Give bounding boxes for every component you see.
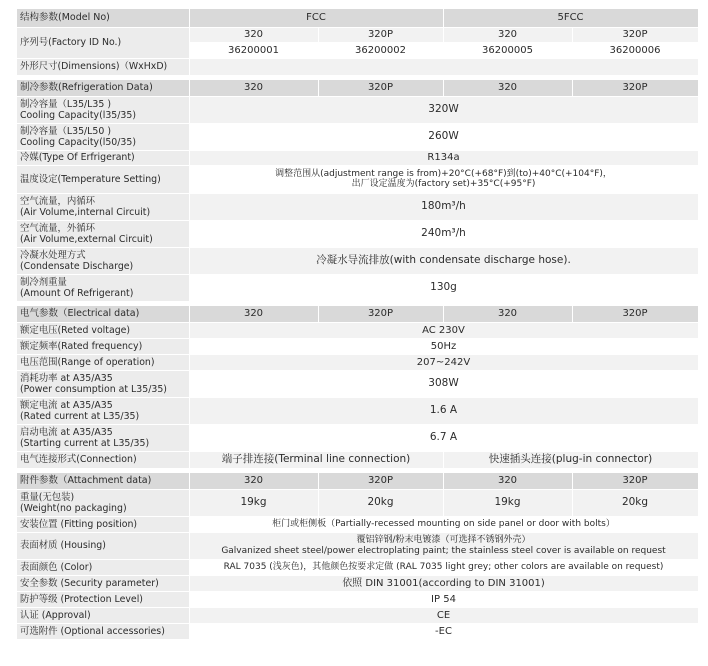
electrical-header-row xyxy=(17,306,698,322)
factory-id-cell: 36200001 xyxy=(189,42,318,58)
value-line-2: Galvanized sheet steel/power electroplating paint; the stainless steel cover is available on request xyxy=(221,545,666,556)
rated-current-label xyxy=(17,397,189,424)
spec-sheet xyxy=(17,9,698,640)
value-line-1: 调整范围从(adjustment range is from)+20°C(+68°F)到(to)+40°C(+104°F)， xyxy=(275,168,612,179)
dimensions-label: 外形尺寸(Dimensions)（WxHxD) xyxy=(17,58,189,75)
col-header: 320P xyxy=(572,306,698,322)
label-line-2: (Air Volume,external Circuit) xyxy=(20,233,153,245)
label-line-1: 重量(无包装) xyxy=(20,491,75,503)
col-header: 320P xyxy=(318,473,443,489)
weight-value: 20kg xyxy=(318,489,443,516)
connection-fcc-value: 端子排连接(Terminal line connection) xyxy=(189,451,443,468)
col-header: 320 xyxy=(189,473,318,489)
weight-label xyxy=(17,489,189,516)
condensate-value: 冷凝水导流排放(with condensate discharge hose). xyxy=(189,247,698,274)
temperature-setting-label: 温度设定(Temperature Setting) xyxy=(17,165,189,193)
rated-voltage-value: AC 230V xyxy=(189,322,698,338)
cooling-capacity-35-row xyxy=(17,96,698,123)
connection-5fcc-value: 快速插头连接(plug-in connector) xyxy=(443,451,698,468)
attachment-label: 附件参数（Attachment data) xyxy=(17,473,189,489)
condensate-label xyxy=(17,247,189,274)
air-volume-internal-label xyxy=(17,193,189,220)
fcc-group-header: FCC xyxy=(189,9,443,27)
col-header: 320 xyxy=(189,306,318,322)
starting-current-value: 6.7 A xyxy=(189,424,698,451)
label-line-2: (Air Volume,internal Circuit) xyxy=(20,206,151,218)
cooling-capacity-50-row xyxy=(17,123,698,150)
model-cell: 320P xyxy=(572,27,698,42)
refrigerant-amount-label xyxy=(17,274,189,301)
label-line-2: (Starting current at L35/35) xyxy=(20,437,150,449)
connection-label: 电气连接形式(Connection) xyxy=(17,451,189,468)
approval-row xyxy=(17,607,698,623)
label-line-1: 额定电流 at A35/A35 xyxy=(20,399,113,411)
voltage-range-label: 电压范围(Range of operation) xyxy=(17,354,189,370)
electrical-label: 电气参数（Electrical data) xyxy=(17,306,189,322)
optional-accessories-label: 可选附件 (Optional accessories) xyxy=(17,623,189,639)
col-header: 320 xyxy=(443,80,572,96)
label-line-1: 冷凝水处理方式 xyxy=(20,249,86,261)
color-value: RAL 7035 (浅灰色)，其他颜色按要求定做 (RAL 7035 light grey; other colors are available on request) xyxy=(189,559,698,575)
air-volume-internal-row xyxy=(17,193,698,220)
cooling-capacity-35-label xyxy=(17,96,189,123)
refrigeration-label: 制冷参数(Refrigeration Data) xyxy=(17,80,189,96)
model-cell: 320 xyxy=(189,27,318,42)
temperature-setting-value xyxy=(189,165,698,193)
rated-current-row xyxy=(17,397,698,424)
condensate-row xyxy=(17,247,698,274)
label-line-1: 制冷容量（L35/L50 ) xyxy=(20,125,111,137)
weight-value: 19kg xyxy=(189,489,318,516)
col-header: 320 xyxy=(443,306,572,322)
power-consumption-label xyxy=(17,370,189,397)
protection-row xyxy=(17,591,698,607)
factory-model-row xyxy=(17,27,698,42)
factory-id-cell: 36200002 xyxy=(318,42,443,58)
structure-label: 结构参数(Model No) xyxy=(17,9,189,27)
starting-current-label xyxy=(17,424,189,451)
air-volume-external-row xyxy=(17,220,698,247)
model-cell: 320 xyxy=(443,27,572,42)
label-line-1: 制冷容量（L35/L35 ) xyxy=(20,98,111,110)
label-line-1: 启动电流 at A35/A35 xyxy=(20,426,113,438)
rated-frequency-label: 额定频率(Rated frequency) xyxy=(17,338,189,354)
security-label: 安全参数 (Security parameter) xyxy=(17,575,189,591)
fitting-position-label: 安装位置 (Fitting position) xyxy=(17,516,189,532)
refrigerant-type-label: 冷媒(Type Of Erfrigerant) xyxy=(17,150,189,165)
rated-voltage-label: 额定电压(Reted voltage) xyxy=(17,322,189,338)
col-header: 320 xyxy=(189,80,318,96)
factory-id-cell: 36200005 xyxy=(443,42,572,58)
attachment-header-row xyxy=(17,473,698,489)
cooling-capacity-35-value: 320W xyxy=(189,96,698,123)
protection-label: 防护等级 (Protection Level) xyxy=(17,591,189,607)
cooling-capacity-50-value: 260W xyxy=(189,123,698,150)
col-header: 320P xyxy=(572,473,698,489)
label-line-2: (Weight(no packaging) xyxy=(20,502,127,514)
model-cell: 320P xyxy=(318,27,443,42)
approval-label: 认证 (Approval) xyxy=(17,607,189,623)
rated-frequency-value: 50Hz xyxy=(189,338,698,354)
label-line-2: Cooling Capacity(l35/35) xyxy=(20,109,137,121)
rated-current-value: 1.6 A xyxy=(189,397,698,424)
security-value: 依照 DIN 31001(according to DIN 31001) xyxy=(189,575,698,591)
color-label: 表面颜色 (Color) xyxy=(17,559,189,575)
label-line-1: 制冷剂重量 xyxy=(20,276,67,288)
label-line-2: Cooling Capacity(l50/35) xyxy=(20,136,137,148)
voltage-range-value: 207~242V xyxy=(189,354,698,370)
dimensions-row xyxy=(17,58,698,75)
voltage-range-row xyxy=(17,354,698,370)
label-line-1: 消耗功率 at A35/A35 xyxy=(20,372,113,384)
color-row xyxy=(17,559,698,575)
rated-voltage-row xyxy=(17,322,698,338)
protection-value: IP 54 xyxy=(189,591,698,607)
air-volume-external-value: 240m³/h xyxy=(189,220,698,247)
housing-value xyxy=(189,532,698,559)
col-header: 320P xyxy=(318,80,443,96)
value-line-2: 出厂设定温度为(factory set)+35°C(+95°F) xyxy=(351,179,536,189)
rated-frequency-row xyxy=(17,338,698,354)
label-line-2: (Condensate Discharge) xyxy=(20,260,134,272)
fitting-position-value: 柜门或柜侧板（Partially-recessed mounting on side panel or door with bolts） xyxy=(189,516,698,532)
label-line-1: 空气流量，内循环 xyxy=(20,195,96,207)
value-line-1: 覆铝锌钢/粉末电镀漆（可选择不锈钢外壳） xyxy=(356,535,531,545)
refrigerant-amount-value: 130g xyxy=(189,274,698,301)
label-line-2: (Power consumption at L35/35) xyxy=(20,383,167,395)
starting-current-row xyxy=(17,424,698,451)
col-header: 320P xyxy=(572,80,698,96)
label-line-2: (Amount Of Refrigerant) xyxy=(20,287,134,299)
col-header: 320 xyxy=(443,473,572,489)
structure-header-row xyxy=(17,9,698,27)
temperature-setting-row xyxy=(17,165,698,193)
5fcc-group-header: 5FCC xyxy=(443,9,698,27)
cooling-capacity-50-label xyxy=(17,123,189,150)
connection-row xyxy=(17,451,698,468)
col-header: 320P xyxy=(318,306,443,322)
refrigerant-amount-row xyxy=(17,274,698,301)
factory-id-label: 序列号(Factory ID No.) xyxy=(17,27,189,58)
spec-table xyxy=(17,9,699,640)
housing-label: 表面材质 (Housing) xyxy=(17,532,189,559)
label-line-2: (Rated current at L35/35) xyxy=(20,410,140,422)
weight-value: 20kg xyxy=(572,489,698,516)
weight-value: 19kg xyxy=(443,489,572,516)
approval-value: CE xyxy=(189,607,698,623)
fitting-position-row xyxy=(17,516,698,532)
optional-accessories-value: -EC xyxy=(189,623,698,639)
air-volume-internal-value: 180m³/h xyxy=(189,193,698,220)
air-volume-external-label xyxy=(17,220,189,247)
power-consumption-row xyxy=(17,370,698,397)
label-line-1: 空气流量，外循环 xyxy=(20,222,96,234)
refrigeration-header-row xyxy=(17,80,698,96)
optional-accessories-row xyxy=(17,623,698,639)
power-consumption-value: 308W xyxy=(189,370,698,397)
refrigerant-type-value: R134a xyxy=(189,150,698,165)
weight-row xyxy=(17,489,698,516)
security-row xyxy=(17,575,698,591)
housing-row xyxy=(17,532,698,559)
refrigerant-type-row xyxy=(17,150,698,165)
dimensions-value xyxy=(189,58,698,75)
factory-id-cell: 36200006 xyxy=(572,42,698,58)
